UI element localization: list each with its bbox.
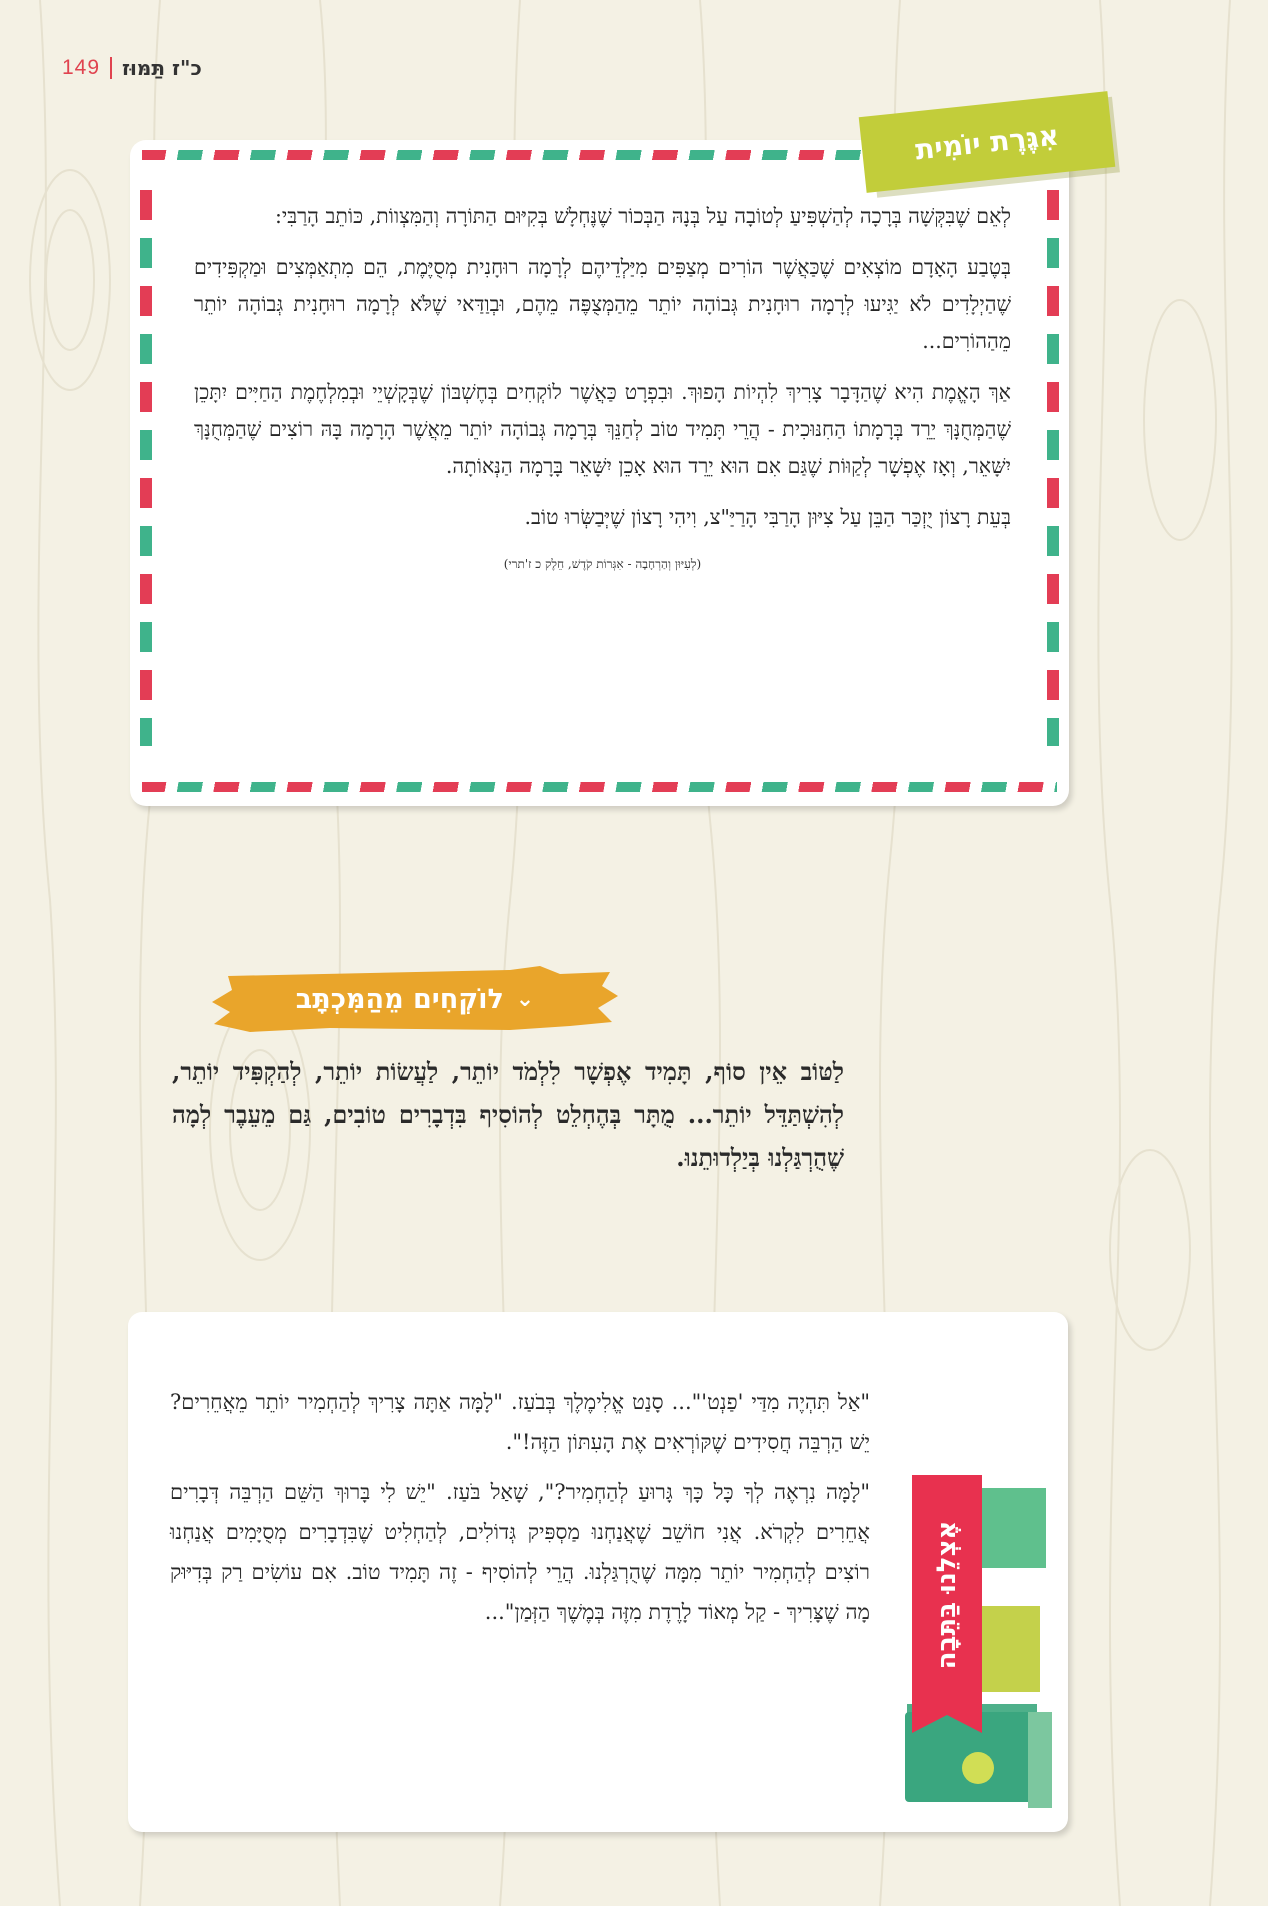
letter-paragraph: אַךְ הָאֱמֶת הִיא שֶׁהַדָּבָר צָרִיךְ לִהְיוֹת הָפוּךְ. וּבִפְרָט כַּאֲשֶׁר לוֹקְחִים בְּחֶשְׁבּוֹן שֶׁבְּקָשְׁיֵי וּבְמִלְחֶמֶת הַחַיִּים יִתָּכֵן שֶׁהַמְּחֻנָּךְ יֵרֵד בְּרָמָתוֹ הַחִנּוּכִית - הֲרֵי תָּמִיד טוֹב לְחַנֵּךְ בְּרָמָה גְּבוֹהָה יוֹתֵר מֵאֲשֶׁר הָרָמָה בָּהּ רוֹצִים שֶׁהַמְּחֻנָּךְ יִשָּׁאֵר, וְאָז אֶפְשָׁר לְקַוּוֹת שֶׁגַּם אִם הוּא יֵרֵד הוּא אָכֵן יִשָּׁאֵר בָּרָמָה הַנְּאוֹתָה. (194, 380, 1011, 478)
page-header (62, 56, 202, 80)
page-number: 149 (62, 56, 101, 79)
daily-letter-label: אִגֶּרֶת יוֹמִית (913, 118, 1061, 166)
box-knob (962, 1752, 994, 1784)
airmail-border-bottom (142, 782, 1057, 792)
letter-card (130, 140, 1069, 806)
airmail-border-top (142, 150, 869, 160)
story-ribbon-label: אֶצְלֵנוּ בַּתֵּבָה (932, 1520, 962, 1670)
story-paragraph: "לָמָּה נִרְאֶה לְךָ כָּל כָּךְ גָּרוּעַ לְהַחְמִיר?", שָׁאַל בֹּעַז. "יֵשׁ לִי בָּרוּךְ הַשֵּׁם הַרְבֵּה דְּבָרִים אֲחֵרִים לִקְרֹא. אֲנִי חוֹשֵׁב שֶׁאֲנַחְנוּ מַסְפִּיק גְּדוֹלִים, לְהַחְלִיט שֶׁבִּדְבָרִים מְסֻיָּמִים אֲנַחְנוּ רוֹצִים לְהַחְמִיר יוֹתֵר מִמָּה שֶׁהֻרְגַּלְנוּ. הֲרֵי לְהוֹסִיף - זֶה תָּמִיד טוֹב. אִם עוֹשִׂים רַק בְּדִיּוּק מָה שֶׁצָּרִיךְ - קַל מְאוֹד לָרֶדֶת מִזֶּה בְּמֶשֶׁךְ הַזְּמַן"... (170, 1480, 870, 1624)
story-ribbon (912, 1475, 982, 1733)
takeaway-label: לוֹקְחִים מֵהַמִּכְתָּב (295, 983, 504, 1015)
hebrew-date: כ"ז תַּמּוּז (122, 56, 202, 80)
story-paragraph: "אַל תִּהְיֶה מִדַּי 'פַנְט'"... סָנַט אֱלִימֶלֶךְ בְּבֹעַז. "לָמָּה אַתָּה צָרִיךְ לְהַחְמִיר יוֹתֵר מֵאֲחֵרִים? יֵשׁ הַרְבֵּה חֲסִידִים שֶׁקּוֹרְאִים אֶת הָעִתּוֹן הַזֶּה!". (170, 1390, 870, 1454)
airmail-border-left (140, 190, 152, 746)
takeaway-text (172, 1050, 844, 1179)
box-side (1028, 1712, 1052, 1808)
story-body (170, 1382, 870, 1642)
chevron-down-icon: ⌄ (515, 986, 535, 1012)
takeaway-tag (210, 964, 620, 1034)
letter-paragraph: לְאֵם שֶׁבִּקְּשָׁה בְּרָכָה לְהַשְׁפִּיעַ לְטוֹבָה עַל בְּנָהּ הַבְּכוֹר שֶׁנֶּחְלָשׁ בְּקִיּוּם הַתּוֹרָה וְהַמִּצְווֹת, כּוֹתֵב הָרַבִּי: (274, 204, 1011, 228)
letter-paragraph: בְּטֶבַע הָאָדָם מוֹצְאִים שֶׁכַּאֲשֶׁר הוֹרִים מְצַפִּים מִיַּלְדֵיהֶם לְרָמָה רוּחָנִית מְסֻיֶּמֶת, הֵם מִתְאַמְּצִים וּמַקְפִּידִים שֶׁהַיְלָדִים לֹא יַגִּיעוּ לְרָמָה רוּחָנִית גְּבוֹהָה יוֹתֵר מֵהַמְּצֻפֶּה מֵהֶם, וּבְוַדַּאי שֶׁלֹּא לְרָמָה רוּחָנִית גְּבוֹהָה יוֹתֵר מֵהַהוֹרִים... (194, 255, 1011, 353)
takeaway-paragraph: לַטּוֹב אֵין סוֹף, תָּמִיד אֶפְשָׁר לִלְמֹד יוֹתֵר, לַעֲשׂוֹת יוֹתֵר, לְהַקְפִּיד יוֹתֵר, לְהִשְׁתַּדֵּל יוֹתֵר... מֻתָּר בְּהֶחְלֵט לְהוֹסִיף בִּדְבָרִים טוֹבִים, גַּם מֵעֵבֶר לְמָה שֶׁהֻרְגַּלְנוּ בְּיַלְדוּתֵנוּ. (172, 1057, 844, 1172)
letter-source: (לְעִיּוּן וְהַרְחָבָה - אִגְּרוֹת קֹדֶשׁ, חֵלֶק כ ז'תרי) (503, 557, 702, 571)
letter-body (194, 198, 1011, 597)
airmail-border-right (1047, 190, 1059, 746)
letter-paragraph: בְּעֵת רָצוֹן יֻזְכַּר הַבֵּן עַל צִיּוּן הָרַבִּי הָרַיַּ"צ, וִיהִי רָצוֹן שֶׁיְּבַשְּׂרוּ טוֹב. (524, 505, 1011, 529)
header-divider (110, 57, 112, 79)
